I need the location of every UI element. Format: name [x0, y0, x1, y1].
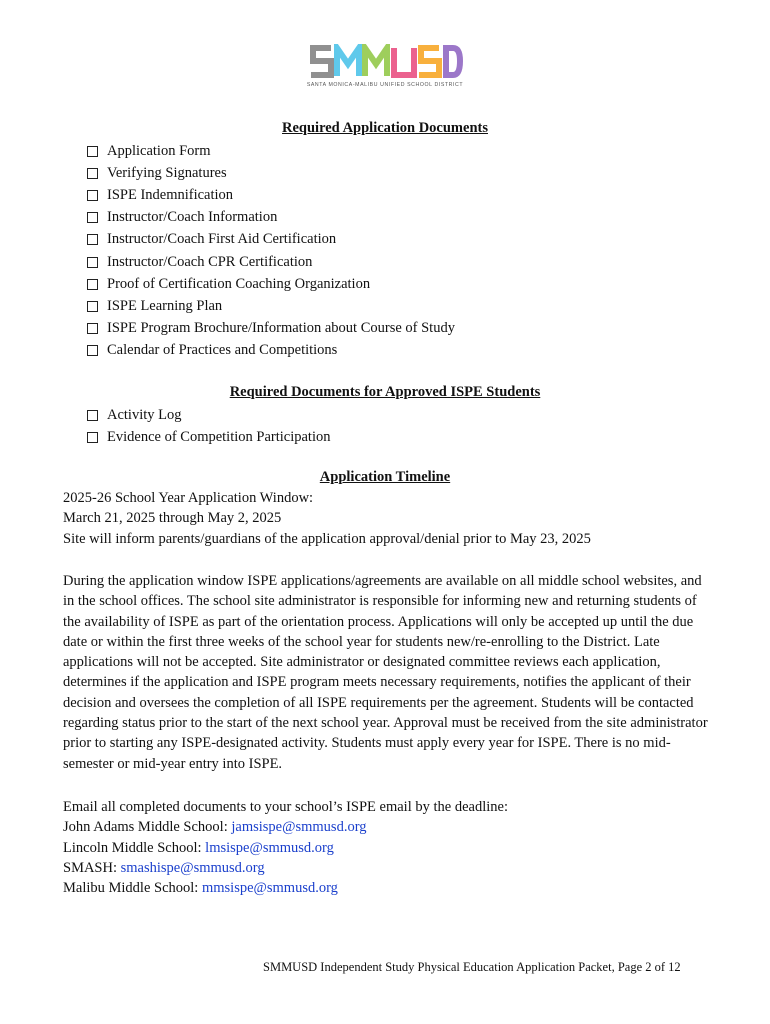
checklist-item: Calendar of Practices and Competitions	[87, 340, 455, 362]
district-logo	[304, 44, 466, 96]
email-instructions: Email all completed documents to your school’s ISPE email by the deadline:	[63, 799, 508, 815]
checklist-item: Proof of Certification Coaching Organization	[87, 273, 455, 295]
email-link[interactable]: smashispe@smmusd.org	[120, 859, 265, 876]
window-label: 2025-26 School Year Application Window:	[63, 490, 314, 506]
application-timeline-heading: Application Timeline	[319, 469, 451, 485]
email-link[interactable]: lmsispe@smmusd.org	[205, 839, 334, 856]
checklist-item: ISPE Learning Plan	[87, 295, 455, 317]
contact-row	[63, 838, 713, 858]
checklist-item: Instructor/Coach CPR Certification	[87, 251, 455, 273]
approved-students-heading: Required Documents for Approved ISPE Students	[229, 384, 541, 400]
school-label: Lincoln Middle School:	[63, 839, 202, 856]
school-label: John Adams Middle School:	[63, 819, 228, 836]
checkbox[interactable]	[87, 190, 98, 201]
checklist-item: Evidence of Competition Participation	[87, 426, 331, 448]
logo-subtitle: SANTA MONICA-MALIBU UNIFIED SCHOOL DISTRICT	[306, 82, 464, 88]
checkbox[interactable]	[87, 345, 98, 356]
checklist-item: ISPE Indemnification	[87, 184, 455, 206]
checkbox[interactable]	[87, 168, 98, 179]
checkbox[interactable]	[87, 279, 98, 290]
school-label: Malibu Middle School:	[63, 880, 199, 897]
smmusd-wordmark-logo	[307, 44, 463, 80]
school-label: SMASH:	[63, 859, 117, 876]
page-footer: SMMUSD Independent Study Physical Education Application Packet, Page 2 of 12	[263, 960, 681, 974]
approved-documents-checklist	[87, 404, 331, 448]
contact-emails	[63, 797, 713, 898]
checklist-item: Verifying Signatures	[87, 162, 455, 184]
email-link[interactable]: jamsispe@smmusd.org	[231, 819, 367, 836]
contact-row	[63, 817, 713, 837]
checkbox[interactable]	[87, 323, 98, 334]
checkbox[interactable]	[87, 301, 98, 312]
checkbox[interactable]	[87, 410, 98, 421]
checkbox[interactable]	[87, 257, 98, 268]
checkbox[interactable]	[87, 146, 98, 157]
checklist-item: ISPE Program Brochure/Information about Course of Study	[87, 318, 455, 340]
checkbox[interactable]	[87, 212, 98, 223]
contact-row	[63, 858, 713, 878]
window-dates: March 21, 2025 through May 2, 2025	[63, 510, 282, 527]
checklist-item: Activity Log	[87, 404, 331, 426]
required-documents-checklist	[87, 140, 455, 362]
timeline-details	[63, 488, 713, 549]
approval-notice: Site will inform parents/guardians of the application approval/denial prior to May 23, 2025	[63, 530, 591, 547]
email-link[interactable]: mmsispe@smmusd.org	[201, 880, 338, 897]
checklist-item: Instructor/Coach Information	[87, 207, 455, 229]
checklist-item: Application Form	[87, 140, 455, 162]
checkbox[interactable]	[87, 234, 98, 245]
application-process-paragraph: During the application window ISPE applications/agreements are available on all middle school websites, and in the school offices. The school site administrator is responsible for informing new and returning students of the availability of ISPE as part of the orientation process. Applications will only be accepted up until the due date or within the first three weeks of the school year for students new/re-enrolling to the District. Late applications will not be accepted. Site administrator or designated committee reviews each application, determines if the application and ISPE program meets necessary requirements, notifies the applicant of their decision and oversees the completion of all ISPE requirements per the agreement. Students will be contacted regarding status prior to the start of the next school year. Approval must be received from the site administrator prior to starting any ISPE-designated activity. Students must apply every year for ISPE. There is no mid-semester or mid-year entry into ISPE.	[63, 573, 708, 772]
required-documents-heading: Required Application Documents	[282, 120, 488, 136]
checklist-item: Instructor/Coach First Aid Certification	[87, 229, 455, 251]
contact-row	[63, 878, 713, 898]
checkbox[interactable]	[87, 432, 98, 443]
